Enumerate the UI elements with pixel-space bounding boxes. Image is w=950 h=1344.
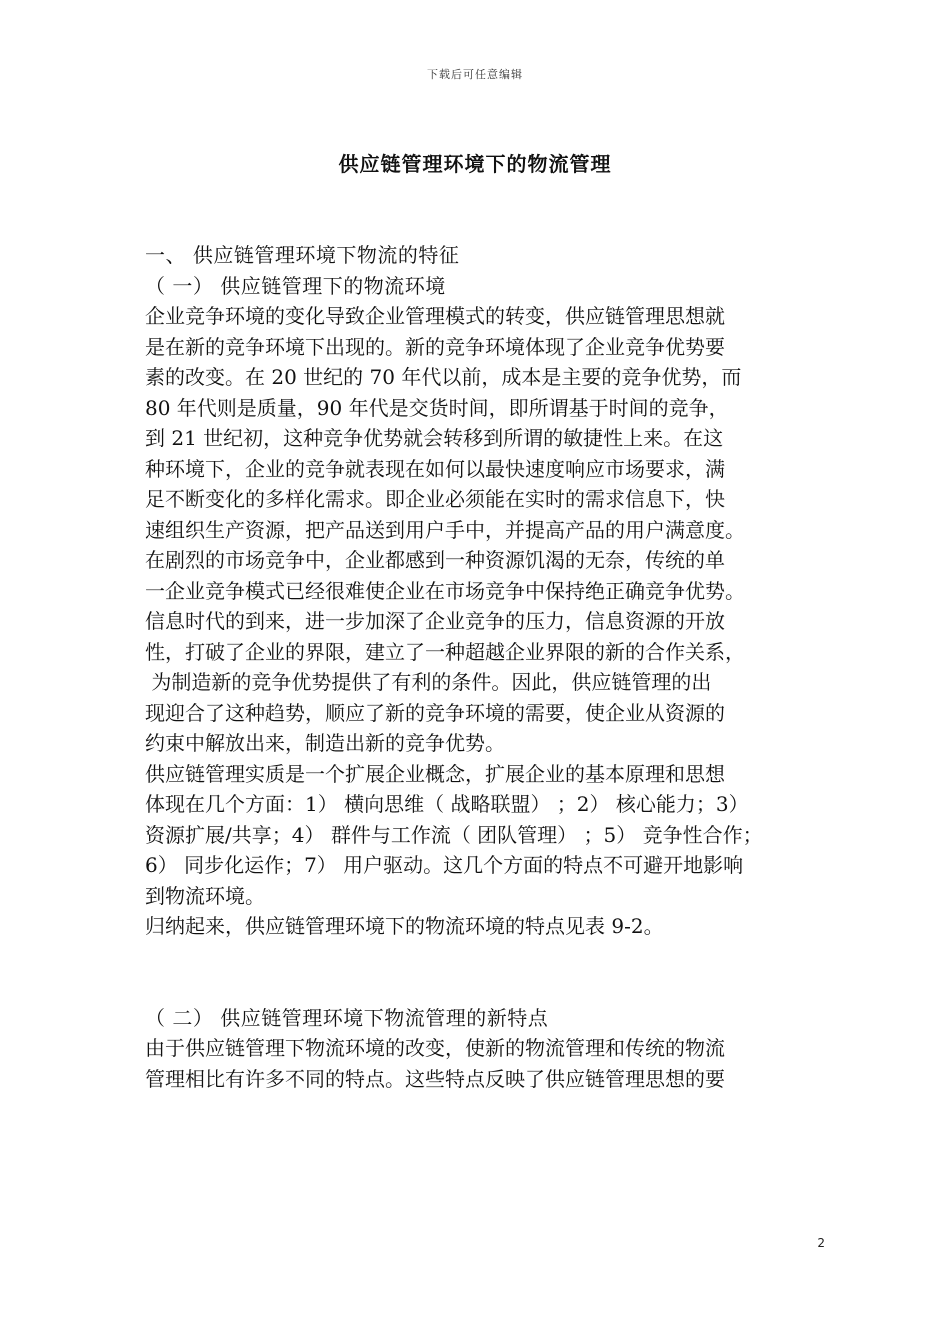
text-line: 6） 同步化运作；7） 用户驱动。这几个方面的特点不可避开地影响	[145, 853, 744, 877]
paragraph	[145, 301, 825, 759]
subsection-heading: （ 一） 供应链管理下的物流环境	[145, 273, 446, 298]
text-line: 一企业竞争模式已经很难使企业在市场竞争中保持绝正确竞争优势。	[145, 578, 745, 603]
page-number: 2	[817, 1236, 825, 1250]
text-line: 足不断变化的多样化需求。即企业必须能在实时的需求信息下，快	[145, 487, 725, 511]
text-line: 到 21 世纪初，这种竞争优势就会转移到所谓的敏捷性上来。在这	[145, 426, 724, 450]
subsection-heading: （ 二） 供应链管理环境下物流管理的新特点	[145, 1005, 549, 1030]
text-line: 素的改变。在 20 世纪的 70 年代以前，成本是主要的竞争优势，而	[145, 365, 742, 389]
text-line: 现迎合了这种趋势，顺应了新的竞争环境的需要，使企业从资源的	[145, 700, 725, 725]
text-line: 归纳起来，供应链管理环境下的物流环境的特点见表 9-2。	[145, 914, 664, 938]
page-title: 供应链管理环境下的物流管理	[338, 152, 612, 176]
text-line: 种环境下，企业的竞争就表现在如何以最快速度响应市场要求，满	[145, 456, 725, 481]
text-line: 在剧烈的市场竞争中，企业都感到一种资源饥渴的无奈，传统的单	[145, 548, 725, 572]
text-line: 为制造新的竞争优势提供了有利的条件。因此，供应链管理的出	[145, 670, 712, 694]
body-text	[145, 240, 825, 1094]
text-line: 性，打破了企业的界限，建立了一种超越企业界限的新的合作关系，	[145, 639, 745, 664]
text-line: 速组织生产资源，把产品送到用户手中，并提高产品的用户满意度。	[145, 517, 745, 542]
text-line: 供应链管理实质是一个扩展企业概念，扩展企业的基本原理和思想	[145, 761, 725, 786]
section-heading: 一、 供应链管理环境下物流的特征	[145, 243, 460, 267]
text-line: 80 年代则是质量，90 年代是交货时间，即所谓基于时间的竞争，	[145, 395, 729, 420]
text-line: 约束中解放出来，制造出新的竞争优势。	[145, 731, 505, 755]
text-line: 信息时代的到来，进一步加深了企业竞争的压力，信息资源的开放	[145, 609, 725, 633]
text-line: 体现在几个方面：1） 横向思维（ 战略联盟） ；2） 核心能力；3）	[145, 792, 749, 816]
text-line: 是在新的竞争环境下出现的。新的竞争环境体现了企业竞争优势要	[145, 334, 725, 359]
text-line: 管理相比有许多不同的特点。这些特点反映了供应链管理思想的要	[145, 1066, 725, 1091]
text-line: 企业竞争环境的变化导致企业管理模式的转变，供应链管理思想就	[145, 304, 725, 328]
text-line: 资源扩展/共享；4） 群件与工作流（ 团队管理） ；5） 竞争性合作；	[145, 822, 763, 847]
paragraph-gap	[145, 942, 825, 1003]
text-line: 到物流环境。	[145, 883, 265, 908]
header-note: 下载后可任意编辑	[427, 68, 523, 81]
paragraph	[145, 759, 825, 912]
paragraph	[145, 1033, 825, 1094]
text-line: 由于供应链管理下物流环境的改变，使新的物流管理和传统的物流	[145, 1036, 725, 1060]
